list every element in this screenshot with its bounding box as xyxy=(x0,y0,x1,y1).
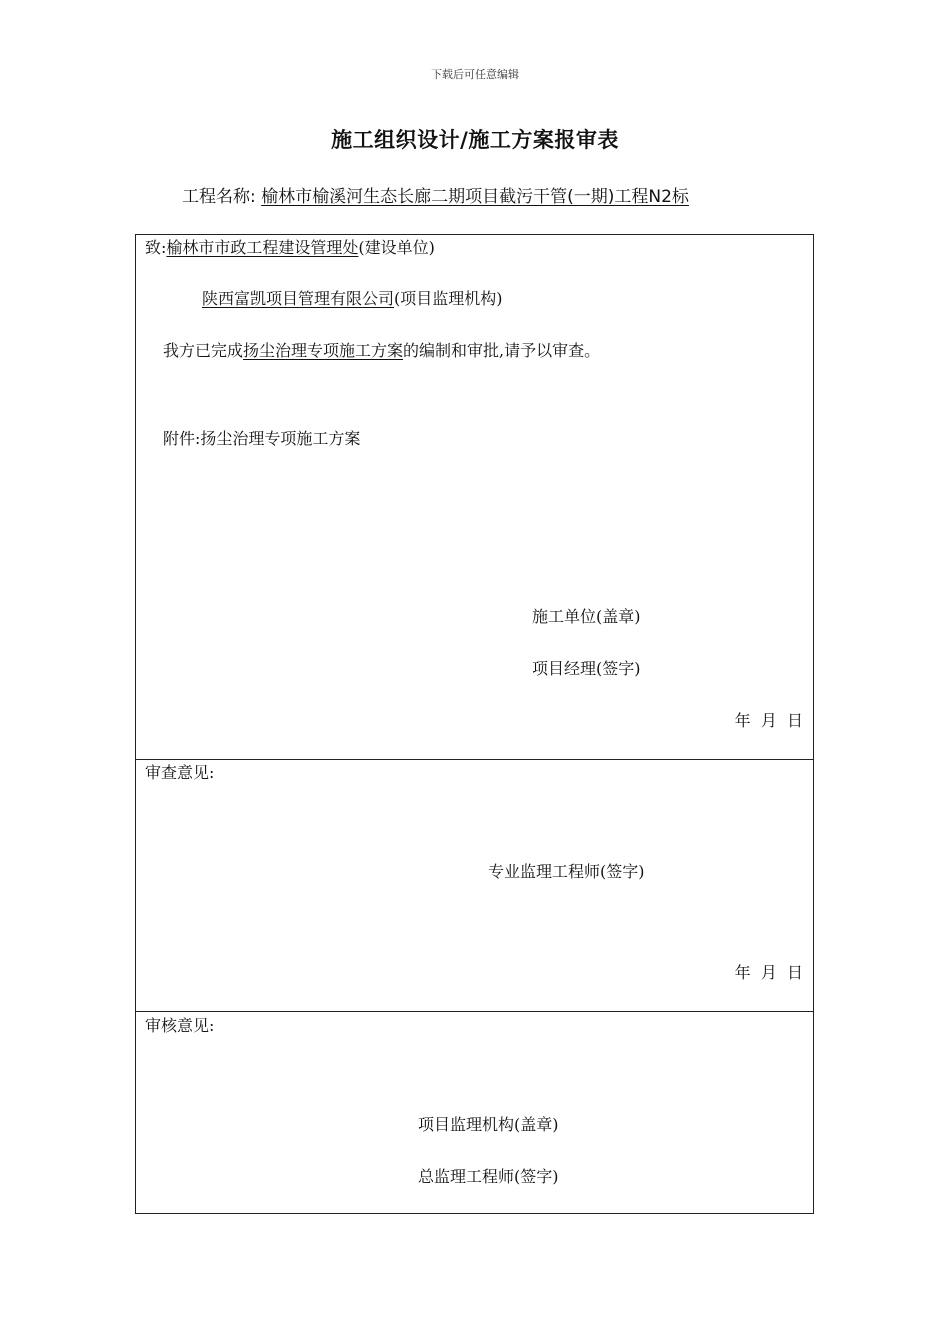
statement-prefix: 我方已完成 xyxy=(163,341,244,360)
header-note: 下载后可任意编辑 xyxy=(431,68,519,81)
project-name-value: 榆林市榆溪河生态长廊二期项目截污干管(一期)工程N2标 xyxy=(261,187,689,207)
statement-suffix: 的编制和审批,请予以审查。 xyxy=(403,341,601,360)
supervision-institution-seal: 项目监理机构(盖章) xyxy=(418,1115,559,1134)
construction-unit-seal: 施工单位(盖章) xyxy=(532,607,641,626)
specialist-engineer-signature: 专业监理工程师(签字) xyxy=(488,862,645,881)
addressee-label: 致: xyxy=(145,238,167,257)
statement-line xyxy=(163,341,600,361)
attachment-label: 附件: xyxy=(163,429,201,448)
addressee-value: 榆林市市政工程建设管理处 xyxy=(166,238,359,257)
audit-label: 审核意见: xyxy=(145,1016,215,1035)
project-manager-signature: 项目经理(签字) xyxy=(532,659,641,678)
supervisor-value: 陕西富凯项目管理有限公司 xyxy=(202,289,395,308)
statement-value: 扬尘治理专项施工方案 xyxy=(243,341,404,360)
review-date: 年 月 日 xyxy=(734,963,803,982)
attachment-value: 扬尘治理专项施工方案 xyxy=(200,429,361,448)
submission-section xyxy=(136,235,813,760)
project-name-line xyxy=(182,182,689,207)
review-section xyxy=(136,760,813,1012)
audit-section xyxy=(136,1012,813,1214)
approval-form-table xyxy=(135,234,814,1214)
attachment-line xyxy=(163,429,360,449)
addressee-suffix: (建设单位) xyxy=(358,238,435,257)
supervisor-line xyxy=(202,289,503,309)
addressee-line xyxy=(145,238,435,258)
project-name-label: 工程名称: xyxy=(182,187,256,207)
page-title: 施工组织设计/施工方案报审表 xyxy=(331,128,619,152)
supervisor-suffix: (项目监理机构) xyxy=(394,289,503,308)
submission-date: 年 月 日 xyxy=(734,711,803,730)
chief-engineer-signature: 总监理工程师(签字) xyxy=(418,1167,559,1186)
review-label: 审查意见: xyxy=(145,763,215,782)
